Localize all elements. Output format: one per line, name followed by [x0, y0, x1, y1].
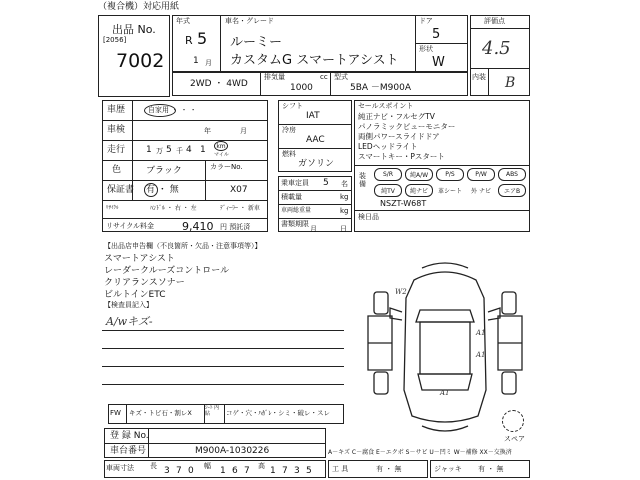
body-type-label: 形状 [419, 45, 433, 53]
mark-a1-rear: A1 [440, 389, 450, 397]
jack-options: 有 ・ 無 [478, 465, 504, 473]
displacement-label: 排気量 [264, 73, 285, 81]
color-code-label: カラーNo. [210, 163, 243, 171]
score-value: 4.5 [482, 38, 511, 59]
equip-power-window: P/W [467, 168, 495, 181]
warranty-options: 有 ・ 無 [146, 185, 179, 195]
load-unit: kg [340, 193, 349, 201]
inspection-day-unit: 日 [340, 225, 347, 233]
model-grade: カスタムG スマートアシスト [230, 53, 399, 68]
shift-value: IAT [306, 111, 320, 121]
gross-unit: kg [340, 207, 349, 215]
mileage-digit-3: 4 [186, 145, 192, 155]
mileage-man: 万 [156, 147, 163, 155]
defect-legend: A－キズ C－腐食 E－エクボ S－サビ U－凹ミ W－補修 XX－交換済 [328, 449, 512, 456]
registration-label: 登 録 No. [110, 431, 149, 441]
selling-point-3: 両側パワースライドドア [358, 132, 440, 141]
mileage-label: 走行 [107, 145, 126, 155]
year-era: R [185, 34, 193, 47]
mileage-mile: マイル [214, 152, 229, 158]
model-name: ルーミー [230, 35, 283, 50]
size-len-1: 3 [164, 466, 170, 476]
size-len-3: 0 [188, 466, 194, 476]
inspector-label: 【検査員記入】 [104, 301, 153, 309]
size-len-2: 7 [176, 466, 182, 476]
size-width-2: 6 [232, 466, 238, 476]
wheel-option-label: ﾘｻｲｸﾙ [106, 205, 119, 211]
navi-model: NSZT-W68T [380, 199, 427, 208]
mileage-sen: 千 [176, 147, 183, 155]
tools-label: 工 具 [332, 465, 349, 473]
selling-point-1: 純正ナビ・フルセグTV [358, 112, 435, 121]
lot-label: 出品 No. [112, 23, 156, 36]
equip-leather-seat: 革シート [437, 188, 462, 195]
seat-text: コゲ・穴・ﾊｶﾞﾚ・シミ・破レ・スレ [226, 409, 330, 417]
accept-label: 検日品 [358, 213, 379, 221]
size-width-1: 1 [220, 466, 226, 476]
fuel-value: ガソリン [298, 159, 335, 169]
selling-points-label: セールスポイント [358, 102, 414, 110]
size-width-label: 幅 [204, 462, 211, 470]
shaken-month-unit: 月 [240, 127, 247, 135]
equipment-label: 装備 [359, 172, 366, 189]
displacement-value: 1000 [290, 83, 313, 93]
score-label: 評価点 [484, 17, 505, 25]
km-circle: km [214, 141, 228, 151]
inspection-label: 書類期限 [281, 220, 309, 228]
size-height-4: 5 [306, 466, 312, 476]
jack-label: ジャッキ [434, 465, 462, 473]
fuel-label: 燃料 [282, 150, 296, 158]
size-height-3: 3 [294, 466, 300, 476]
inspector-handwriting: A/wキズ- [106, 315, 153, 328]
color-value: ブラック [146, 166, 182, 176]
capacity-label: 乗車定員 [281, 179, 309, 187]
gross-label: 車両総重量 [281, 207, 312, 214]
equip-tv: 純TV [374, 184, 402, 197]
equip-power-steering: P/S [436, 168, 464, 181]
year-month-unit: 月 [205, 59, 212, 67]
form-header-label: （複合機）対応用紙 [98, 2, 180, 12]
wheel-option-text: ﾊﾝﾄﾞﾙ ・ 右 ・ 左 [150, 205, 197, 212]
size-height-1: 1 [270, 466, 276, 476]
recycle-unit: 円 預託済 [220, 223, 251, 231]
size-width-3: 7 [244, 466, 250, 476]
chassis-label: 車台番号 [110, 446, 147, 456]
size-len-label: 長 [150, 462, 157, 470]
note-4: ビルトインETC [104, 290, 166, 300]
note-2: レーダークルーズコントロール [104, 266, 230, 276]
recycle-value: 9,410 [182, 220, 214, 233]
equip-airbag: エアB [498, 184, 526, 197]
model-label: 車名・グレード [225, 17, 274, 25]
notes-label: 【出品店申告欄（不良箇所・欠品・注意事項等）】 [104, 242, 262, 250]
tools-options: 有 ・ 無 [376, 465, 402, 473]
selling-point-5: スマートキー・Pスタート [358, 152, 445, 161]
equip-sr: S/R [374, 168, 402, 181]
mileage-digit-1: 1 [146, 145, 152, 155]
recycle-label: リサイクル料金 [106, 222, 155, 230]
equip-alloy-wheel: 純A/W [405, 168, 433, 181]
selling-point-4: LEDヘッドライト [358, 142, 418, 151]
color-label: 色 [112, 165, 122, 175]
selling-point-2: パノラミックビューモニター [358, 122, 456, 131]
equip-ext-navi: 外 ナビ [471, 188, 491, 195]
spare-tire-icon [502, 410, 524, 432]
year-month: 1 [193, 56, 199, 66]
shaken-year-unit: 年 [204, 127, 211, 135]
doors-label: ドア [419, 17, 433, 25]
car-history-label: 車歴 [107, 105, 126, 115]
note-1: スマートアシスト [104, 254, 175, 264]
inspection-month-unit: 月 [310, 225, 317, 233]
mileage-digit-4: 1 [200, 145, 206, 155]
size-label: 車両寸法 [106, 464, 134, 472]
year-value: 5 [197, 29, 208, 48]
mark-w2: W2 [395, 288, 407, 296]
note-3: クリアランスソナー [104, 278, 185, 288]
size-height-2: 7 [282, 466, 288, 476]
shaken-label: 車検 [107, 125, 126, 135]
doors-value: 5 [432, 27, 441, 42]
interior-value: B [505, 75, 516, 91]
mark-a1-right-2: A1 [476, 351, 486, 359]
defects-label: FW [110, 409, 121, 417]
year-label: 年式 [176, 17, 190, 25]
defects-text: キズ・トビ石・割レX [129, 409, 192, 417]
model-code-label: 型式 [334, 73, 348, 81]
displacement-unit: cc [320, 73, 328, 81]
wheel-option-dealer: ﾃﾞｨｰﾗｰ ・ 新車 [220, 205, 260, 212]
load-label: 積載量 [281, 193, 302, 201]
size-height-label: 高 [258, 462, 265, 470]
size-row [104, 460, 326, 478]
capacity-unit: 名 [341, 180, 348, 188]
capacity-value: 5 [323, 178, 329, 188]
model-code-value: 5BA －M900A [350, 83, 412, 93]
mileage-digit-2: 5 [166, 145, 172, 155]
lot-number: 7002 [116, 50, 165, 72]
lot-prefix: [2056] [103, 36, 127, 44]
mark-a1-right: A1 [476, 329, 486, 337]
car-history-options: 自家用 ・ ・ ・ [148, 106, 197, 114]
aircon-label: 冷房 [282, 126, 296, 134]
chassis-value: M900A-1030226 [195, 446, 270, 456]
interior-label: 内装 [472, 73, 486, 81]
spare-label: スペア [504, 435, 525, 443]
equip-navi: 純ナビ [405, 184, 433, 197]
shift-label: シフト [282, 102, 303, 110]
aircon-value: AAC [306, 135, 325, 145]
drive-options: 2WD ・ 4WD [190, 79, 248, 89]
body-type-value: W [432, 55, 445, 70]
equip-abs: ABS [498, 168, 526, 181]
color-code: X07 [230, 185, 248, 195]
warranty-label: 保証書 [107, 185, 135, 195]
seat-label: ｼｰﾄ 内貼 [205, 405, 220, 417]
